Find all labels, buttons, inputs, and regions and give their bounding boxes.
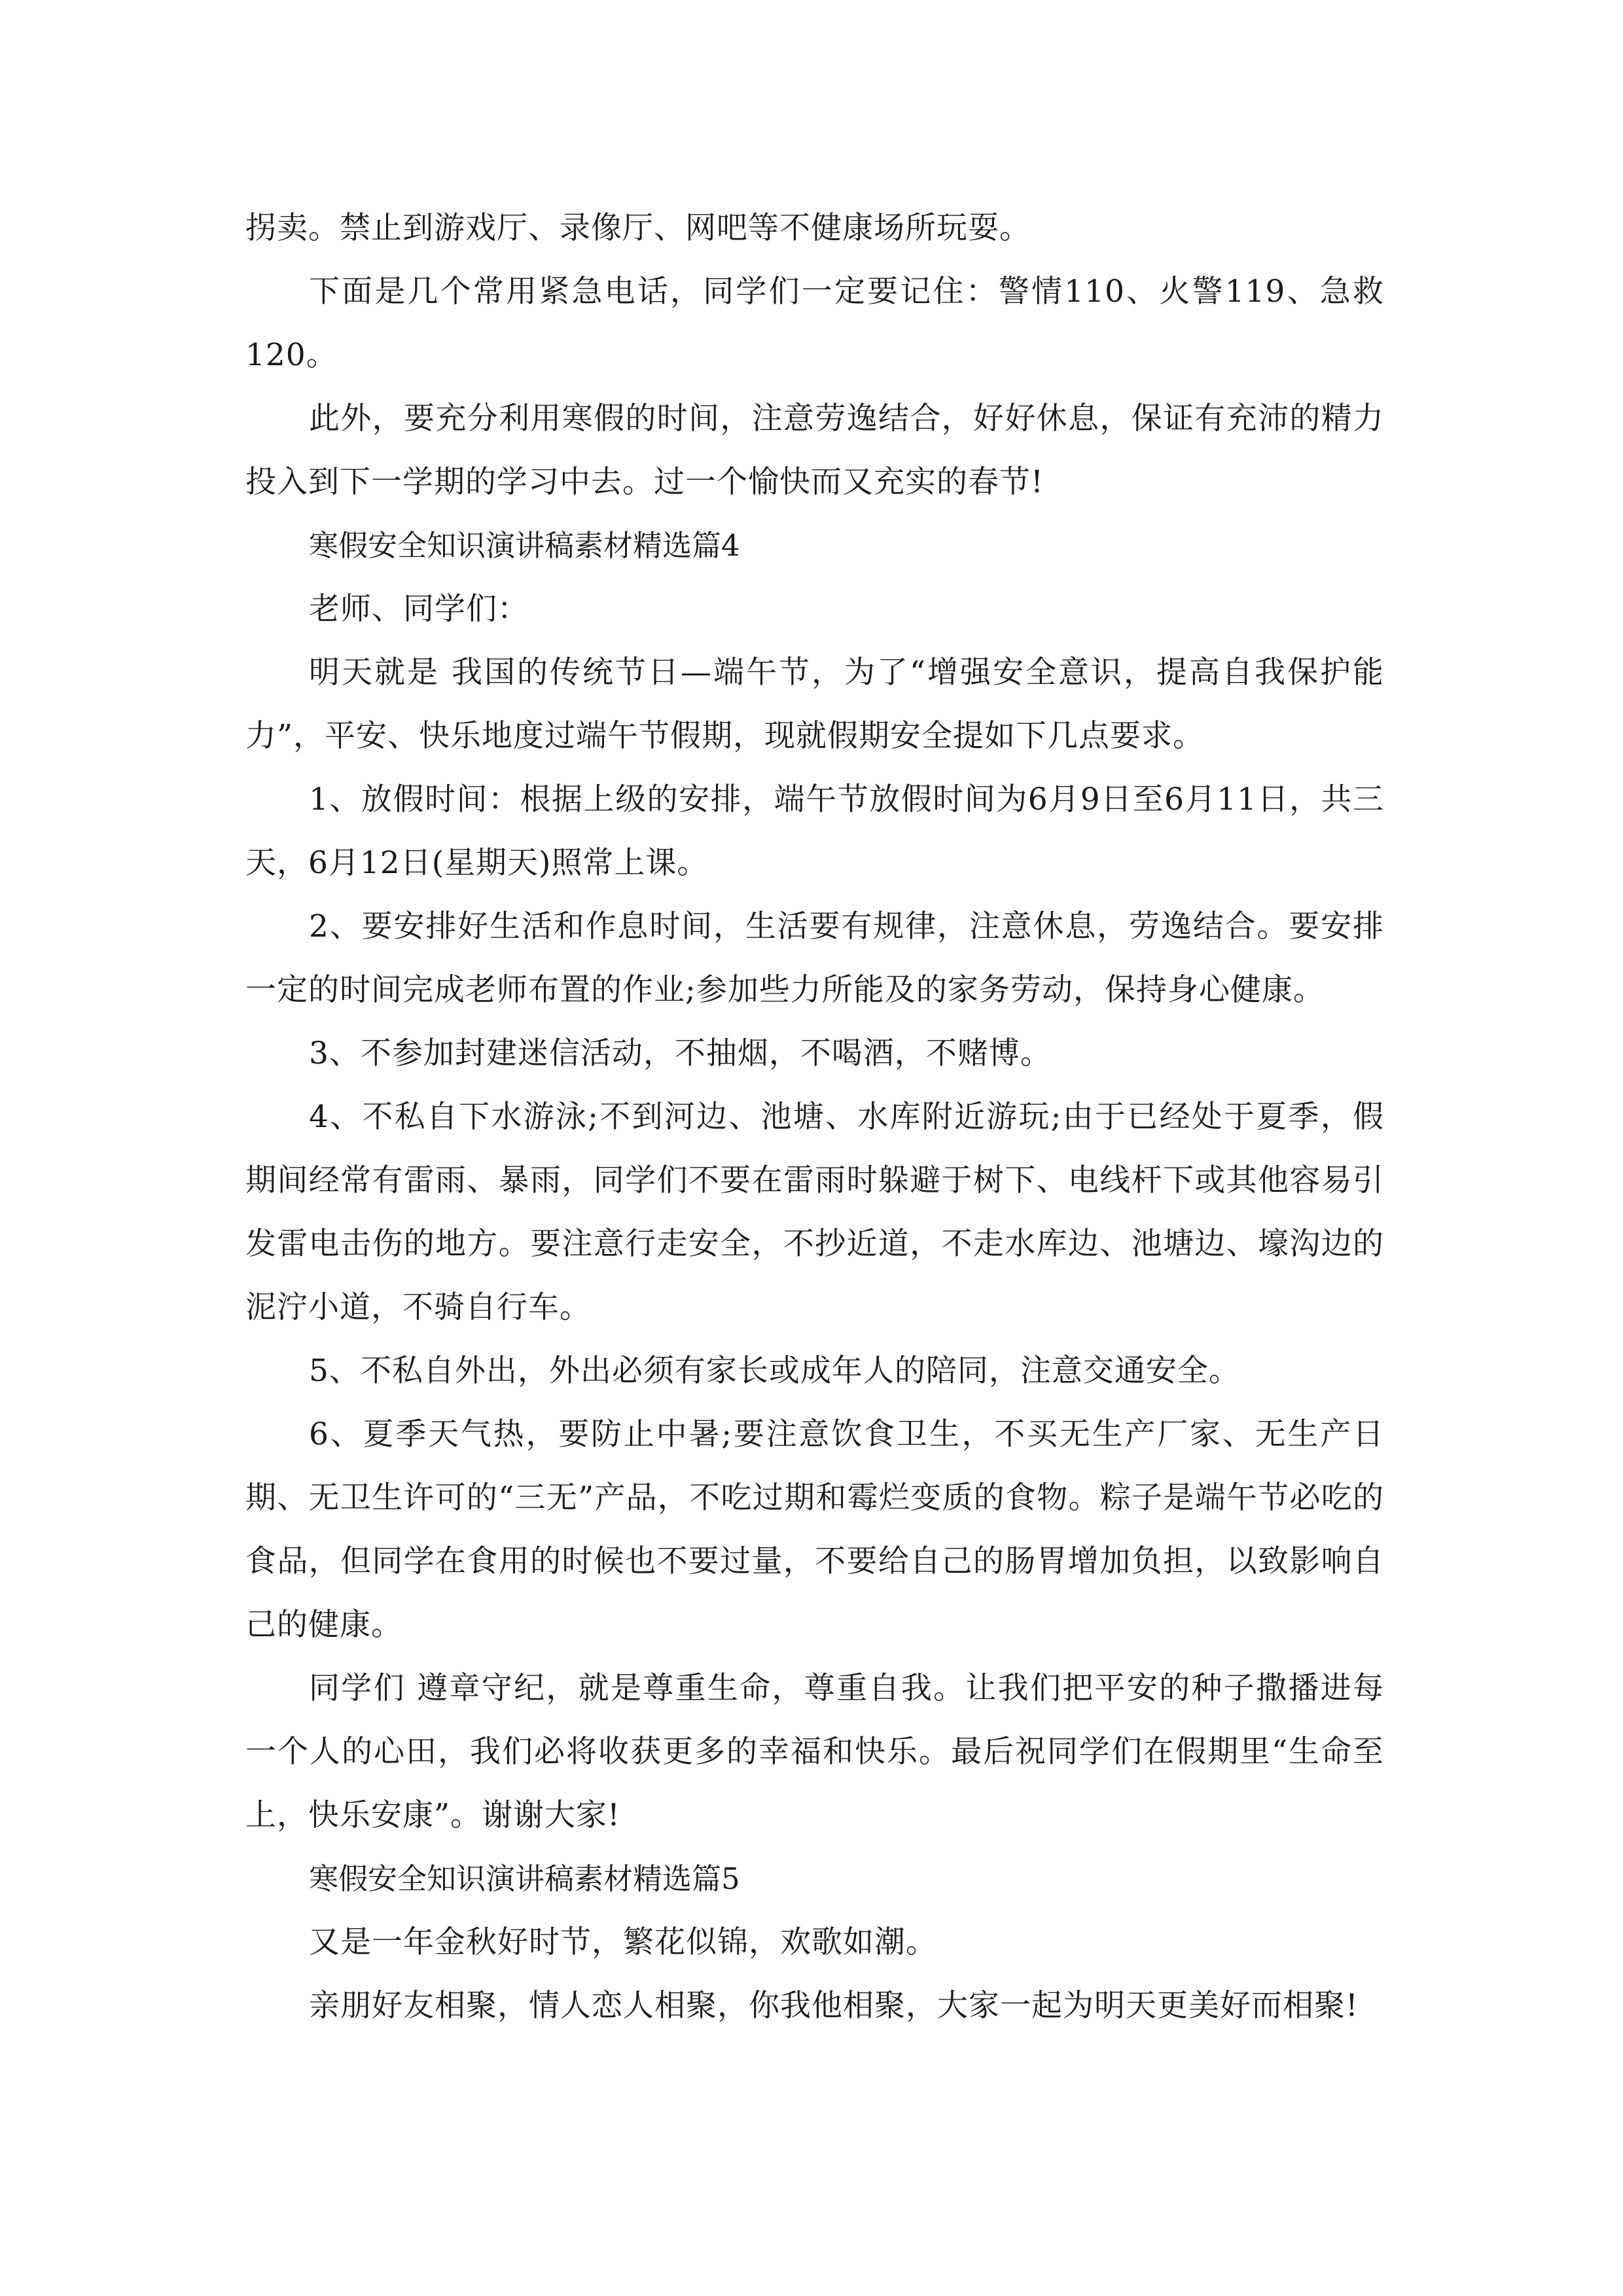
paragraph-item-2: 2、要安排好生活和作息时间，生活要有规律，注意休息，劳逸结合。要安排一定的时间完成老师布置的作业;参加些力所能及的家务劳动，保持身心健康。 bbox=[245, 908, 1384, 1008]
paragraph-intro: 明天就是 我国的传统节日—端午节，为了“增强安全意识，提高自我保护能力”，平安、快乐地度过端午节假期，现就假期安全提如下几点要求。 bbox=[245, 655, 1384, 754]
paragraph-item-4: 4、不私自下水游泳;不到河边、池塘、水库附近游玩;由于已经处于夏季，假期间经常有雷雨、暴雨，同学们不要在雷雨时躲避于树下、电线杆下或其他容易引发雷电击伤的地方。要注意行走安全，不抄近道，不走水库边、池塘边、壕沟边的泥泞小道，不骑自行车。 bbox=[245, 1099, 1384, 1325]
paragraph-gathering: 亲朋好友相聚，情人恋人相聚，你我他相聚，大家一起为明天更美好而相聚! bbox=[309, 1988, 1359, 2024]
paragraph-emergency-numbers: 下面是几个常用紧急电话，同学们一定要记住：警情110、火警119、急救120。 bbox=[245, 274, 1384, 373]
paragraph-greeting: 老师、同学们： bbox=[309, 591, 529, 627]
section-heading-5: 寒假安全知识演讲稿素材精选篇5 bbox=[309, 1861, 740, 1896]
paragraph-continuation: 拐卖。禁止到游戏厅、录像厅、网吧等不健康场所玩耍。 bbox=[245, 210, 1031, 246]
section-heading-4: 寒假安全知识演讲稿素材精选篇4 bbox=[309, 528, 740, 563]
paragraph-item-3: 3、不参加封建迷信活动，不抽烟，不喝酒，不赌博。 bbox=[309, 1035, 1052, 1071]
paragraph-closing: 同学们 遵章守纪，就是尊重生命，尊重自我。让我们把平安的种子撒播进每一个人的心田，我们必将收获更多的幸福和快乐。最后祝同学们在假期里“生命至上，快乐安康”。谢谢大家! bbox=[245, 1670, 1384, 1833]
paragraph-item-6: 6、夏季天气热，要防止中暑;要注意饮食卫生，不买无生产厂家、无生产日期、无卫生许可的“三无”产品，不吃过期和霉烂变质的食物。粽子是端午节必吃的食品，但同学在食用的时候也不要过量，不要给自己的肠胃增加负担，以致影响自己的健康。 bbox=[245, 1416, 1384, 1643]
paragraph-holiday-rest: 此外，要充分利用寒假的时间，注意劳逸结合，好好休息，保证有充沛的精力投入到下一学期的学习中去。过一个愉快而又充实的春节! bbox=[245, 401, 1384, 500]
document-body bbox=[245, 196, 1384, 2037]
paragraph-item-1: 1、放假时间：根据上级的安排，端午节放假时间为6月9日至6月11日，共三天，6月12日(星期天)照常上课。 bbox=[245, 781, 1384, 881]
paragraph-autumn: 又是一年金秋好时节，繁花似锦，欢歌如潮。 bbox=[309, 1924, 937, 1960]
paragraph-item-5: 5、不私自外出，外出必须有家长或成年人的陪同，注意交通安全。 bbox=[309, 1353, 1240, 1389]
